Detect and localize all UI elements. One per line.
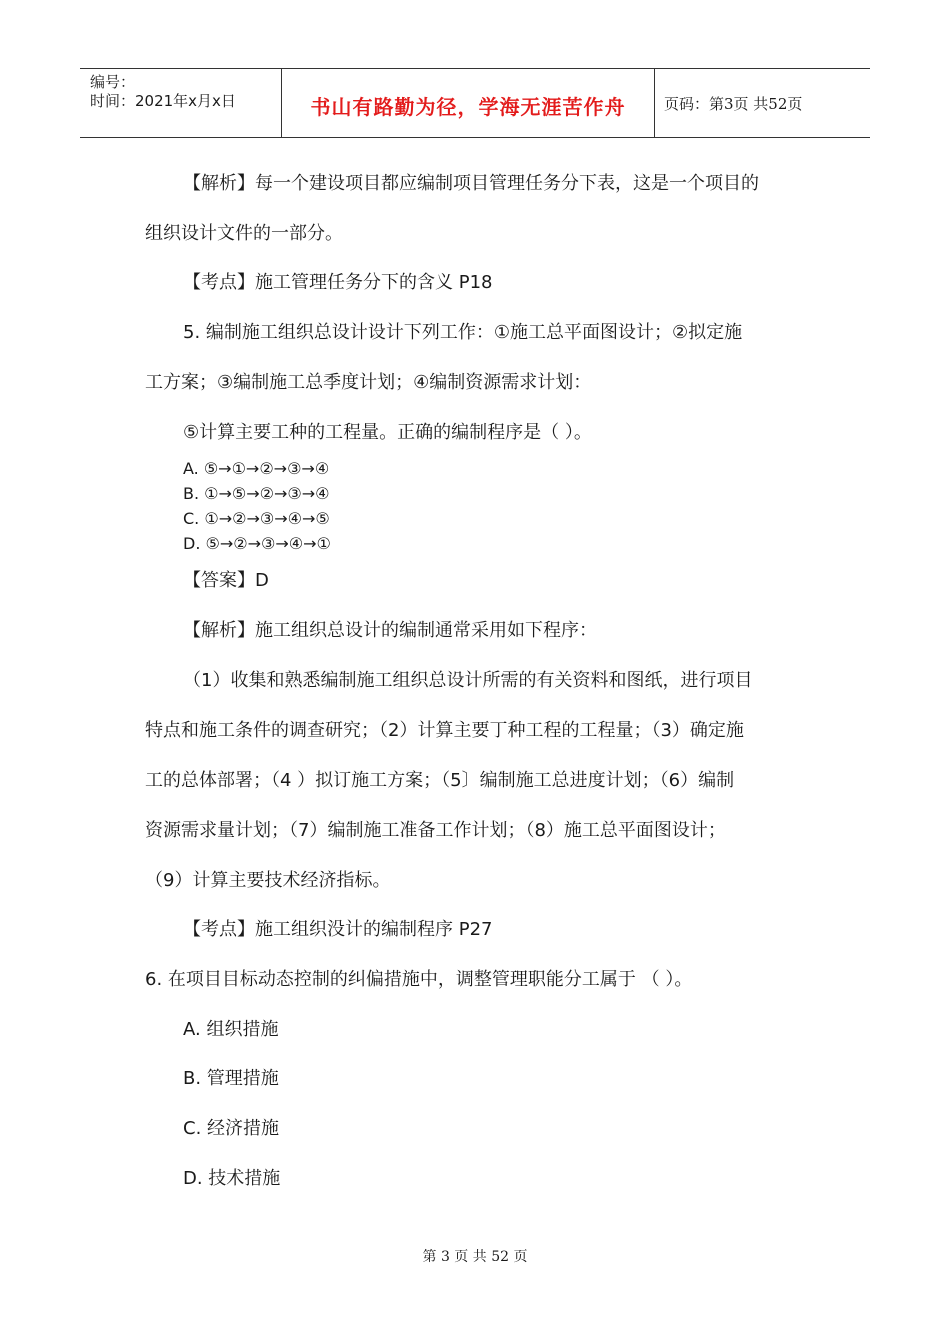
analysis-line-1: 【解析】每一个建设项目都应编制项目管理任务分下表，这是一个项目的 xyxy=(183,173,759,194)
q6-option-a: A. 组织措施 xyxy=(183,1019,279,1040)
document-header xyxy=(80,68,870,138)
question-6-line: 6. 在项目目标动态控制的纠偏措施中，调整管理职能分工属于 （ ）。 xyxy=(145,969,693,990)
q6-option-d: D. 技术措施 xyxy=(183,1168,281,1189)
analysis-2-line-1: 【解析】施工组织总设计的编制通常采用如下程序： xyxy=(183,620,597,641)
time-label: 时间：2021年x月x日 xyxy=(90,92,236,110)
question-5-line-1: 5. 编制施工组织总设计设计下列工作：①施工总平面图设计；②拟定施 xyxy=(183,322,743,343)
motto: 书山有路勤为径，学海无涯苦作舟 xyxy=(310,95,626,119)
analysis-2-line-2: （1）收集和熟悉编制施工组织总设计所需的有关资料和图纸，进行项目 xyxy=(183,670,753,691)
q5-option-c: C. ①→②→③→④→⑤ xyxy=(183,509,330,528)
key-point-2-line: 【考点】施工组织没计的编制程序 P27 xyxy=(183,919,493,940)
number-label: 编号： xyxy=(90,73,136,91)
header-meta-cell xyxy=(80,69,282,137)
header-page-cell xyxy=(655,69,870,137)
analysis-2-line-5: 资源需求量计划；（7）编制施工准备工作计划；（8）施工总平面图设计； xyxy=(145,820,726,841)
question-5-line-2: 工方案；③编制施工总季度计划；④编制资源需求计划： xyxy=(145,372,592,393)
analysis-line-2: 组织设计文件的一部分。 xyxy=(145,223,343,244)
question-5-line-3: ⑤计算主要工种的工程量。正确的编制程序是（ ）。 xyxy=(183,422,592,443)
q6-option-c: C. 经济措施 xyxy=(183,1118,280,1139)
key-point-line: 【考点】施工管理任务分下的含义 P18 xyxy=(183,272,493,293)
page-info: 页码：第3页 共52页 xyxy=(664,95,803,113)
analysis-2-line-3: 特点和施工条件的调查研究；（2）计算主要丁种工程的工程量；（3）确定施 xyxy=(145,720,744,741)
analysis-2-line-4: 工的总体部署；（4 ）拟订施工方案；（5〕编制施工总进度计划；（6）编制 xyxy=(145,770,735,791)
q5-option-a: A. ⑤→①→②→③→④ xyxy=(183,459,330,478)
answer-line: 【答案】D xyxy=(183,570,269,591)
header-motto-cell xyxy=(282,69,655,137)
analysis-2-line-6: （9）计算主要技术经济指标。 xyxy=(145,870,391,891)
q5-option-b: B. ①→⑤→②→③→④ xyxy=(183,484,330,503)
page-footer: 第 3 页 共 52 页 xyxy=(422,1249,528,1265)
q6-option-b: B. 管理措施 xyxy=(183,1068,279,1089)
q5-option-d: D. ⑤→②→③→④→① xyxy=(183,534,331,553)
